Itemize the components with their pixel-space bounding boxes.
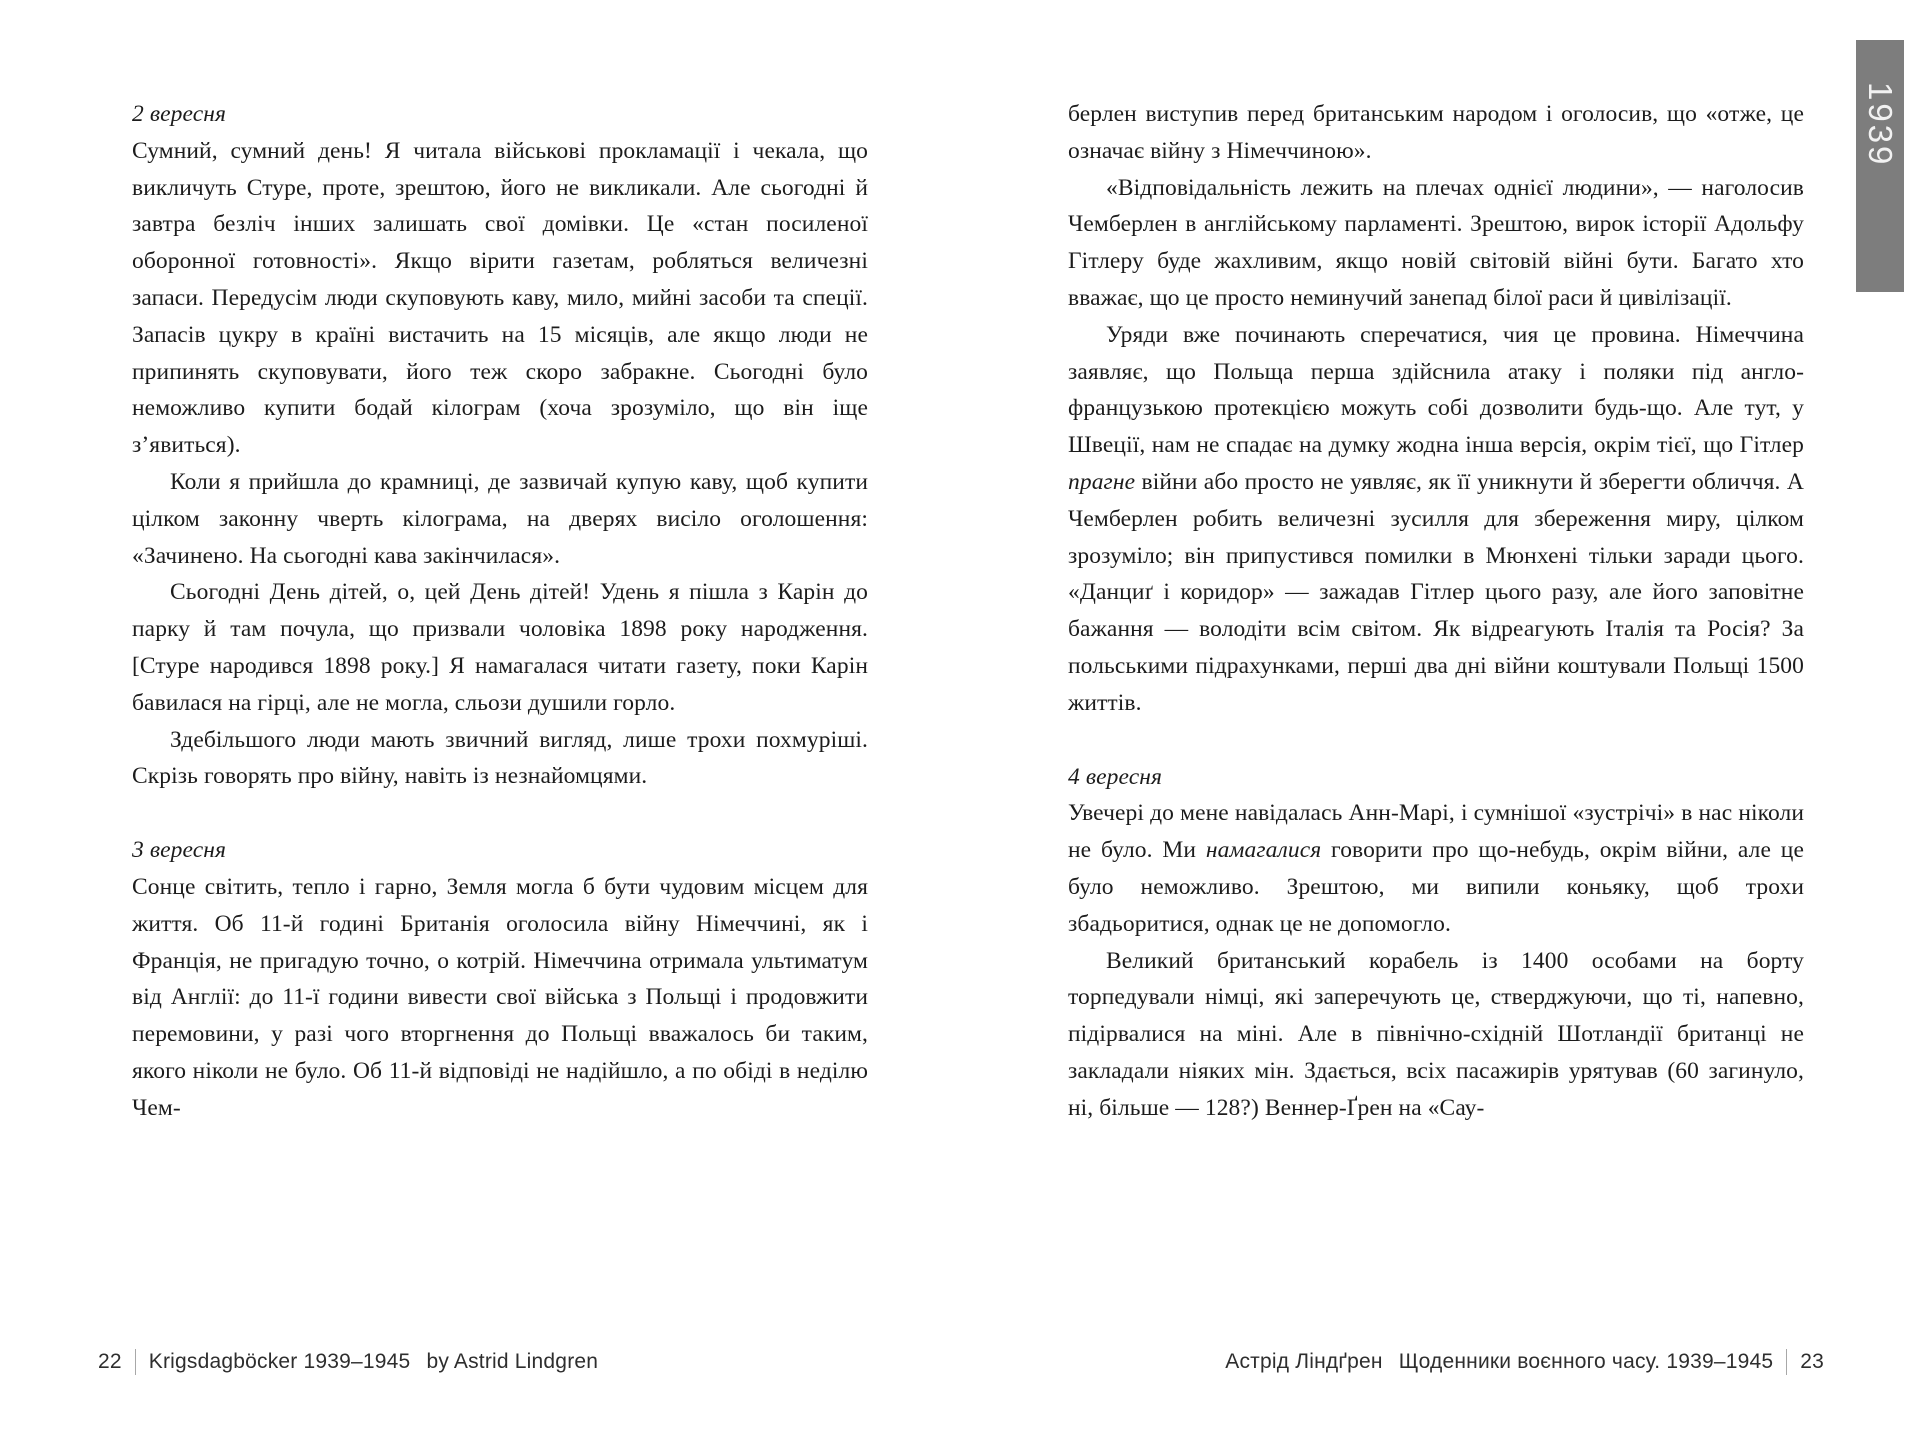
diary-paragraph <box>132 464 868 574</box>
footer-divider <box>1786 1349 1787 1375</box>
diary-entry-heading: 4 вересня <box>1068 763 1163 790</box>
body-text: Коли я прийшла до крамниці, де зазвичай купую каву, щоб купити цілком законну чверть кілограма, на дверях висіло оголошення: «Зачинено. На сьогодні кава закінчилася». <box>132 468 868 569</box>
emphasis-text: прагне <box>1068 468 1136 495</box>
left-page-footer <box>98 1349 598 1375</box>
diary-paragraph <box>132 133 868 464</box>
body-text: Здебільшого люди мають звичний вигляд, лише трохи похмуріші. Скрізь говорять про війну, навіть із незнайомцями. <box>132 726 868 790</box>
diary-paragraph <box>1068 795 1804 942</box>
year-tab-label: 1939 <box>1862 82 1899 168</box>
body-text: Уряди вже починають сперечатися, чия це провина. Німеччина заявляє, що Польща перша здійснила атаку і поляки під англо-французькою протекцією можуть собі дозволити будь-що. Але тут, у Швеції, нам не спадає на думку жодна інша версія, окрім тієї, що Гітлер <box>1068 321 1804 459</box>
diary-paragraph <box>1068 317 1804 722</box>
right-page-footer <box>1225 1349 1824 1375</box>
year-tab <box>1856 40 1904 292</box>
left-page-text <box>132 96 868 1127</box>
right-running-author: Астрід Ліндґрен <box>1225 1350 1383 1373</box>
emphasis-text: намагалися <box>1205 837 1322 864</box>
body-text: Сьогодні День дітей, о, цей День дітей! Удень я пішла з Карін до парку й там почула, що призвали чоловіка 1898 року народження. [Стуре народився 1898 року.] Я намагалася читати газету, поки Карін бавилася на гірці, але не могла, сльози душили горло. <box>132 579 868 716</box>
right-running-title: Щоденники воєнного часу. 1939–1945 <box>1398 1350 1774 1373</box>
body-text: Сонце світить, тепло і гарно, Земля могла б бути чудовим місцем для життя. Об 11-й годині Британія оголосила війну Німеччині, як і Франція, не пригадую точно, о котрій. Німеччина отримала ультиматум від Англії: до 11-ї години вивести свої війська з Польщі і продовжити перемовини, у разі чого вторгнення до Польщі вважалось би таким, якого ніколи не було. Об 11-й відповіді не надійшло, а по обіді в неділю Чем- <box>132 873 868 1121</box>
diary-paragraph <box>1068 96 1804 170</box>
diary-entry-heading: 2 вересня <box>132 101 227 127</box>
body-text: Великий британський корабель із 1400 особами на борту торпедували німці, які заперечують це, стверджуючи, що ті, напевно, підірвалися на міні. Але в північно-східній Шотландії британці не закладали ніяких мін. Здається, всіх пасажирів урятував (60 загинуло, ні, більше — 128?) Веннер-Ґрен на «Сау- <box>1068 947 1804 1121</box>
right-page-number: 23 <box>1800 1350 1824 1373</box>
body-text: Сумний, сумний день! Я читала військові прокламації і чекала, що викличуть Стуре, проте, зрештою, його не викликали. Але сьогодні й завтра безліч інших залишать свої домівки. Це «стан посиленої оборонної готовності». Якщо вірити газетам, робляться величезні запаси. Передусім люди скуповують каву, мило, мийні засоби та спеції. Запасів цукру в країні вистачить на 15 місяців, але якщо люди не припинять скуповувати, його теж скоро забракне. Сьогодні було неможливо купити бодай кілограм (хоча зрозуміло, що він іще з’явиться). <box>132 137 868 459</box>
diary-paragraph <box>1068 943 1804 1127</box>
body-text: Увечері до мене навідалась Анн-Марі, і сумнішої «зустрічі» в нас ніколи не було. Ми <box>1068 800 1804 864</box>
left-running-title: Krigsdagböcker 1939–1945 <box>148 1350 411 1373</box>
diary-paragraph <box>132 574 868 721</box>
body-text: війни або просто не уявляє, як її уникнути й зберегти обличчя. А Чемберлен робить величезні зусилля для збереження миру, цілком зрозуміло; він припустився помилки в Мюнхені тільки заради цього. «Данциґ і коридор» — зажадав Гітлер цього разу, але його заповітне бажання — володіти всім світом. Як відреагують Італія та Росія? За польськими підрахунками, перші два дні війни коштували Польщі 1500 життів. <box>1068 468 1804 716</box>
left-page-number: 22 <box>98 1350 122 1373</box>
diary-entry-heading: 3 вересня <box>132 837 227 864</box>
body-text: «Відповідальність лежить на плечах однієї людини», — наголосив Чемберлен в англійському парламенті. Зрештою, вирок історії Адольфу Гітлеру буде жахливим, якщо новій світовій війні бути. Багато хто вважає, що це просто неминучий занепад білої раси й цивілізації. <box>1068 174 1804 311</box>
right-page-text <box>1068 96 1804 1127</box>
left-running-author: by Astrid Lindgren <box>426 1350 599 1373</box>
body-text: берлен виступив перед британським народом і оголосив, що «отже, це означає війну з Німеччиною». <box>1068 101 1804 164</box>
diary-paragraph <box>132 869 868 1127</box>
body-text: говорити про що-небудь, окрім війни, але це було неможливо. Зрештою, ми випили коньяку, щоб трохи збадьоритися, однак це не допомогло. <box>1068 837 1804 937</box>
footer-divider <box>135 1349 136 1375</box>
diary-paragraph <box>132 722 868 796</box>
diary-paragraph <box>1068 170 1804 317</box>
